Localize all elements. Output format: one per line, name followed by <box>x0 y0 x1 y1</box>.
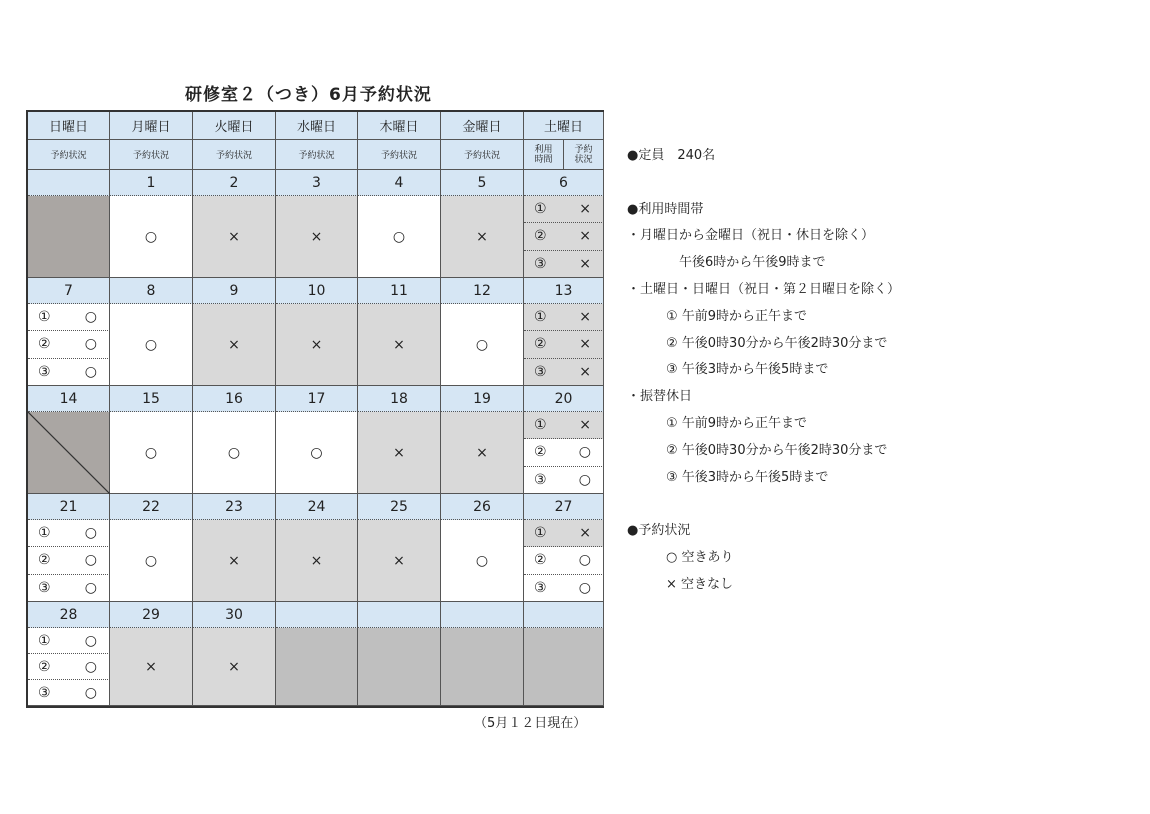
closed-cell <box>28 196 110 278</box>
weekday-header: 土曜日 <box>524 112 604 140</box>
date-cell: 29 <box>110 602 193 628</box>
legend-line: × 空きなし <box>627 576 734 592</box>
date-cell <box>441 602 524 628</box>
unavailable-mark: × <box>145 658 157 675</box>
date-cell: 18 <box>358 386 441 412</box>
slot-number: ① <box>534 525 547 542</box>
time-slot-cell[interactable] <box>28 547 110 574</box>
slot-number: ③ <box>534 363 547 380</box>
unavailable-mark: × <box>310 228 323 245</box>
time-slot-cell[interactable] <box>28 654 110 680</box>
availability-cell[interactable] <box>441 304 524 386</box>
legend-line: ●定員 240名 <box>627 148 716 163</box>
availability-cell[interactable] <box>441 196 524 278</box>
date-cell: 4 <box>358 170 441 196</box>
unavailable-mark: × <box>579 363 591 380</box>
time-slot-cell[interactable] <box>524 359 604 386</box>
date-cell: 14 <box>28 386 110 412</box>
date-cell <box>28 170 110 196</box>
empty-cell <box>358 628 441 706</box>
calendar-grid <box>26 110 604 708</box>
date-cell <box>358 602 441 628</box>
slot-number: ② <box>534 552 547 569</box>
availability-cell[interactable] <box>193 628 276 706</box>
available-mark: ○ <box>578 471 591 488</box>
date-cell: 22 <box>110 494 193 520</box>
subheader-status: 予約状況 <box>441 140 524 170</box>
date-cell: 25 <box>358 494 441 520</box>
available-mark: ○ <box>84 658 97 675</box>
subheader-status: 予約状況 <box>28 140 110 170</box>
time-slot-cell[interactable] <box>524 223 604 250</box>
available-mark: ○ <box>392 228 406 245</box>
date-cell: 16 <box>193 386 276 412</box>
legend-line <box>627 170 900 197</box>
availability-cell[interactable] <box>358 412 441 494</box>
time-slot-cell[interactable] <box>28 304 110 331</box>
slot-number: ② <box>38 552 51 569</box>
date-cell: 1 <box>110 170 193 196</box>
available-mark: ○ <box>84 309 97 326</box>
date-cell: 24 <box>276 494 358 520</box>
availability-cell[interactable] <box>276 412 358 494</box>
time-slot-cell[interactable] <box>524 575 604 602</box>
time-slot-cell[interactable] <box>524 520 604 547</box>
date-cell: 17 <box>276 386 358 412</box>
empty-cell <box>276 628 358 706</box>
legend-line: ・振替休日 <box>627 389 693 405</box>
unavailable-mark: × <box>310 552 323 569</box>
available-mark: ○ <box>144 228 158 245</box>
time-slot-cell[interactable] <box>28 628 110 654</box>
available-mark: ○ <box>84 336 97 353</box>
available-mark: ○ <box>144 552 158 569</box>
slot-number: ② <box>534 228 547 245</box>
availability-cell[interactable] <box>193 412 276 494</box>
subheader-status: 予約状況 <box>110 140 193 170</box>
date-cell: 30 <box>193 602 276 628</box>
legend-panel <box>627 143 900 599</box>
availability-cell[interactable] <box>276 196 358 278</box>
empty-cell <box>524 628 604 706</box>
date-cell: 15 <box>110 386 193 412</box>
legend-line: ・土曜日・日曜日（祝日・第２日曜日を除く） <box>627 281 901 297</box>
availability-cell[interactable] <box>110 196 193 278</box>
availability-cell[interactable] <box>358 196 441 278</box>
available-mark: ○ <box>310 444 323 461</box>
legend-line <box>627 491 900 518</box>
time-slot-cell[interactable] <box>524 412 604 439</box>
unavailable-mark: × <box>579 336 591 353</box>
unavailable-mark: × <box>579 417 591 434</box>
unavailable-mark: × <box>228 552 240 569</box>
availability-cell[interactable] <box>441 520 524 602</box>
slot-number: ③ <box>38 363 51 380</box>
unavailable-mark: × <box>393 444 405 461</box>
subheader-status: 予約状況 <box>358 140 441 170</box>
date-cell: 28 <box>28 602 110 628</box>
legend-line: ○ 空きあり <box>627 549 734 565</box>
date-cell: 7 <box>28 278 110 304</box>
legend-line: ② 午後0時30分から午後2時30分まで <box>627 442 888 458</box>
legend-line: ●予約状況 <box>627 523 691 539</box>
availability-cell[interactable] <box>193 304 276 386</box>
date-cell: 23 <box>193 494 276 520</box>
subheader-time: 利用 時間 <box>524 140 564 170</box>
date-cell: 26 <box>441 494 524 520</box>
weekday-header: 火曜日 <box>193 112 276 140</box>
time-slot-cell[interactable] <box>524 439 604 466</box>
time-slot-cell[interactable] <box>28 575 110 602</box>
slot-number: ③ <box>534 471 547 488</box>
time-slot-cell[interactable] <box>524 251 604 278</box>
date-cell: 5 <box>441 170 524 196</box>
unavailable-mark: × <box>393 552 405 569</box>
subheader-status-saturday: 予約 状況 <box>564 140 604 170</box>
available-mark: ○ <box>144 444 158 461</box>
unavailable-mark: × <box>579 525 591 542</box>
unavailable-mark: × <box>579 228 591 245</box>
weekday-header: 日曜日 <box>28 112 110 140</box>
time-slot-cell[interactable] <box>28 331 110 358</box>
availability-cell[interactable] <box>110 520 193 602</box>
slot-number: ② <box>38 658 51 675</box>
date-cell: 19 <box>441 386 524 412</box>
empty-cell <box>441 628 524 706</box>
legend-line: ① 午前9時から正午まで <box>627 308 808 324</box>
date-cell: 21 <box>28 494 110 520</box>
availability-cell[interactable] <box>276 304 358 386</box>
slash-line <box>28 412 110 494</box>
legend-line: ① 午前9時から正午まで <box>627 415 808 431</box>
unavailable-mark: × <box>228 336 240 353</box>
date-cell: 6 <box>524 170 604 196</box>
available-mark: ○ <box>578 444 591 461</box>
time-slot-cell[interactable] <box>524 196 604 223</box>
unavailable-mark: × <box>228 228 240 245</box>
slot-number: ③ <box>38 579 51 596</box>
available-mark: ○ <box>475 336 489 353</box>
time-slot-cell[interactable] <box>28 359 110 386</box>
unavailable-mark: × <box>579 255 591 272</box>
legend-line: ② 午後0時30分から午後2時30分まで <box>627 335 888 351</box>
available-mark: ○ <box>84 525 97 542</box>
availability-cell[interactable] <box>358 304 441 386</box>
weekday-header: 木曜日 <box>358 112 441 140</box>
date-cell: 11 <box>358 278 441 304</box>
available-mark: ○ <box>578 552 591 569</box>
available-mark: ○ <box>84 684 97 701</box>
available-mark: ○ <box>227 444 241 461</box>
time-slot-cell[interactable] <box>28 680 110 706</box>
legend-line: 午後6時から午後9時まで <box>627 255 826 271</box>
slot-number: ① <box>534 417 547 434</box>
availability-cell[interactable] <box>441 412 524 494</box>
time-slot-cell[interactable] <box>524 331 604 358</box>
as-of-note: （5月１２日現在） <box>474 716 587 731</box>
weekday-header: 水曜日 <box>276 112 358 140</box>
available-mark: ○ <box>84 552 97 569</box>
legend-line: ・月曜日から金曜日（祝日・休日を除く） <box>627 228 875 244</box>
weekday-header: 月曜日 <box>110 112 193 140</box>
date-cell: 2 <box>193 170 276 196</box>
date-cell: 8 <box>110 278 193 304</box>
slot-number: ① <box>534 201 547 218</box>
availability-cell[interactable] <box>193 520 276 602</box>
date-cell: 20 <box>524 386 604 412</box>
weekday-header: 金曜日 <box>441 112 524 140</box>
time-slot-cell[interactable] <box>28 520 110 547</box>
time-slot-cell[interactable] <box>524 467 604 494</box>
unavailable-mark: × <box>579 201 591 218</box>
slot-number: ② <box>534 336 547 353</box>
unavailable-mark: × <box>310 336 323 353</box>
time-slot-cell[interactable] <box>524 547 604 574</box>
availability-cell[interactable] <box>276 520 358 602</box>
legend-line: ③ 午後3時から午後5時まで <box>627 469 829 485</box>
availability-cell[interactable] <box>358 520 441 602</box>
slot-number: ① <box>38 632 51 649</box>
availability-cell[interactable] <box>110 628 193 706</box>
date-cell: 13 <box>524 278 604 304</box>
unavailable-mark: × <box>476 228 488 245</box>
time-slot-cell[interactable] <box>524 304 604 331</box>
subheader-status: 予約状況 <box>193 140 276 170</box>
unavailable-mark: × <box>393 336 405 353</box>
availability-cell[interactable] <box>110 304 193 386</box>
available-mark: ○ <box>475 552 489 569</box>
slot-number: ① <box>38 309 51 326</box>
slot-number: ③ <box>534 579 547 596</box>
date-cell: 10 <box>276 278 358 304</box>
date-cell: 9 <box>193 278 276 304</box>
page-title: 研修室２（つき）6月予約状況 <box>185 85 432 105</box>
available-mark: ○ <box>84 363 97 380</box>
available-mark: ○ <box>84 632 97 649</box>
slot-number: ② <box>534 444 547 461</box>
date-cell: 3 <box>276 170 358 196</box>
slot-number: ③ <box>38 684 51 701</box>
availability-cell[interactable] <box>193 196 276 278</box>
unavailable-mark: × <box>476 444 488 461</box>
closed-cell-slashed <box>28 412 110 494</box>
subheader-status: 予約状況 <box>276 140 358 170</box>
legend-line: ●利用時間帯 <box>627 201 704 217</box>
available-mark: ○ <box>578 579 591 596</box>
slot-number: ② <box>38 336 51 353</box>
date-cell <box>524 602 604 628</box>
available-mark: ○ <box>144 336 158 353</box>
unavailable-mark: × <box>579 309 591 326</box>
slot-number: ③ <box>534 255 547 272</box>
available-mark: ○ <box>84 579 97 596</box>
unavailable-mark: × <box>228 658 240 675</box>
availability-cell[interactable] <box>110 412 193 494</box>
date-cell <box>276 602 358 628</box>
slot-number: ① <box>534 309 547 326</box>
legend-line: ③ 午後3時から午後5時まで <box>627 362 829 378</box>
date-cell: 27 <box>524 494 604 520</box>
date-cell: 12 <box>441 278 524 304</box>
slot-number: ① <box>38 525 51 542</box>
